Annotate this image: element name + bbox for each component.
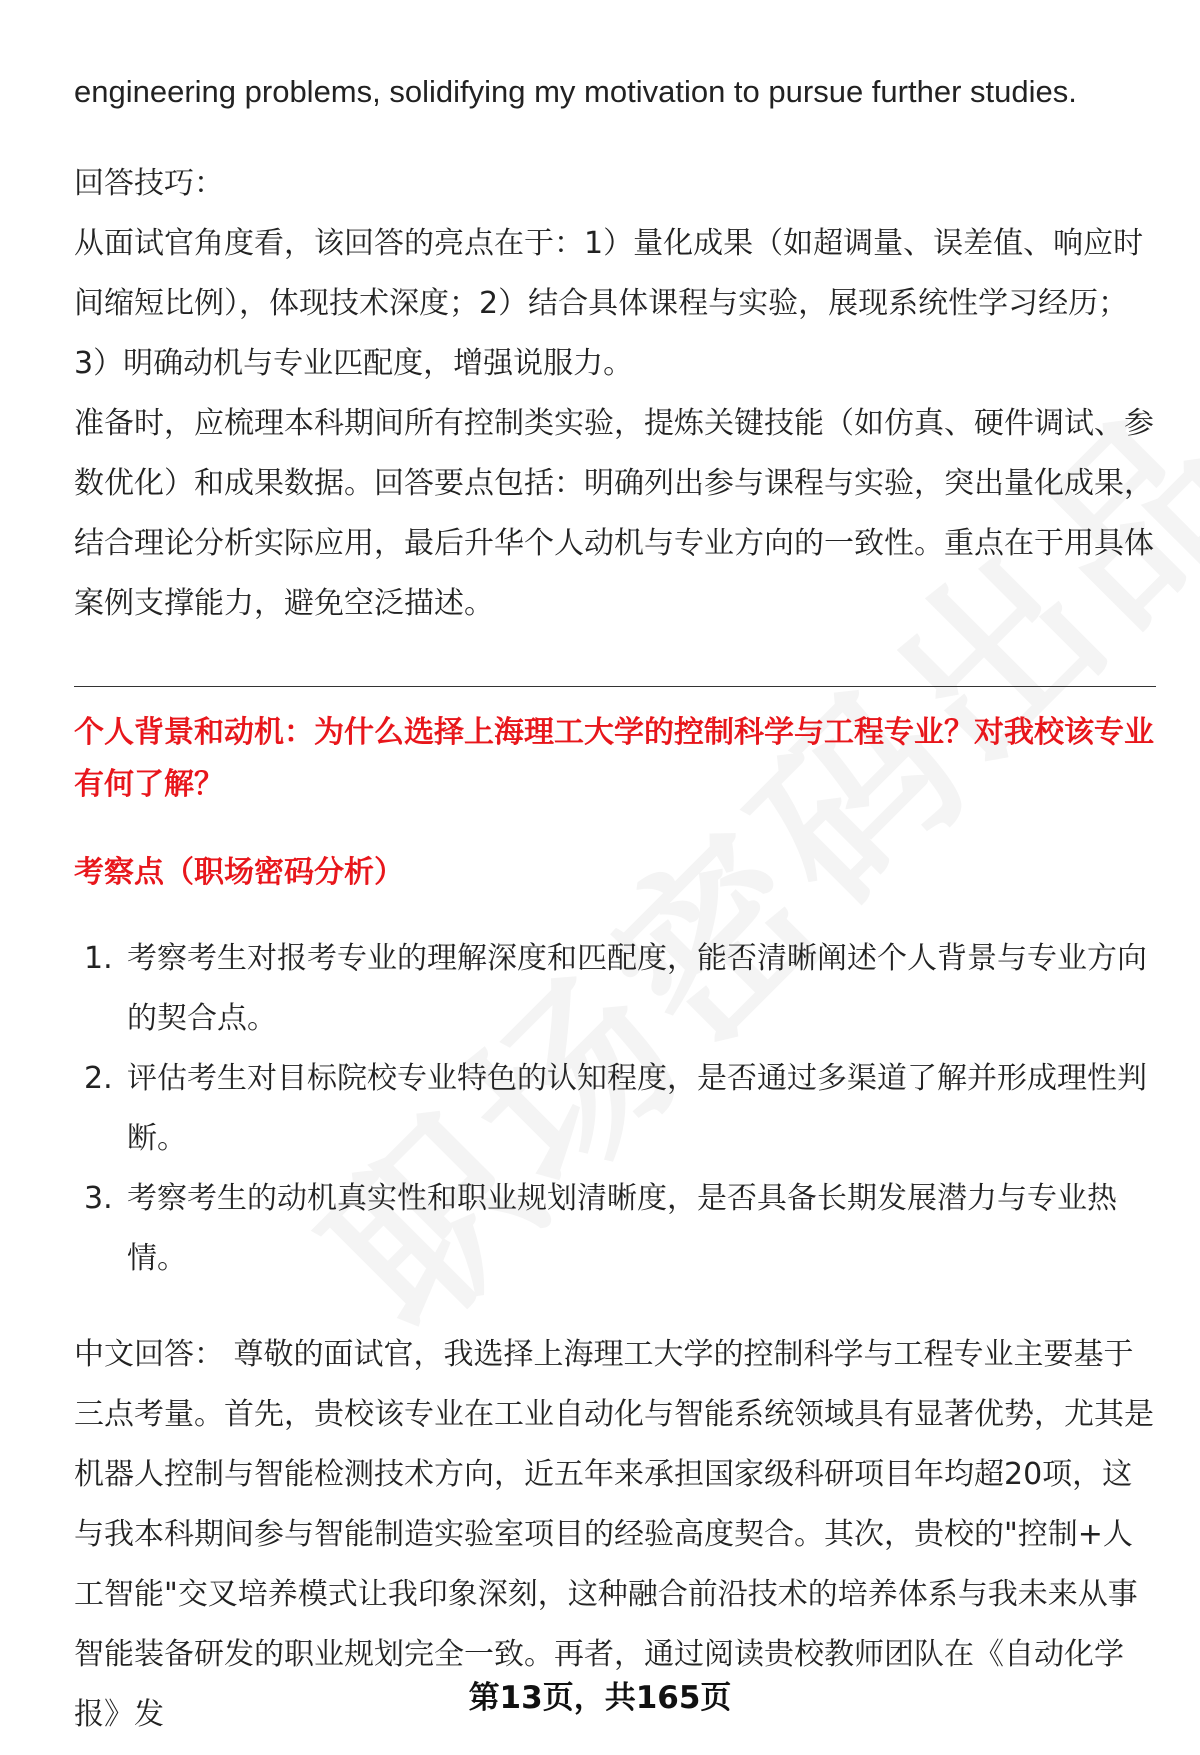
answer-label: 中文回答：	[74, 1337, 224, 1372]
tips-label: 回答技巧：	[74, 166, 224, 201]
list-item-text: 考察考生对报考专业的理解深度和匹配度，能否清晰阐述个人背景与专业方向的契合点。	[127, 941, 1147, 1036]
list-item	[74, 929, 1154, 1049]
list-item-number: 3.	[84, 1181, 113, 1216]
list-item	[74, 1169, 1154, 1289]
list-item-number: 1.	[84, 941, 113, 976]
assessment-points-list	[74, 929, 1154, 1289]
answer-text: 尊敬的面试官，我选择上海理工大学的控制科学与工程专业主要基于三点考量。首先，贵校该专业在工业自动化与智能系统领域具有显著优势，尤其是机器人控制与智能检测技术方向，近五年来承担国家级科研项目年均超20项，这与我本科期间参与智能制造实验室项目的经验高度契合。其次，贵校的"控制+人工智能"交叉培养模式让我印象深刻，这种融合前沿技术的培养体系与我未来从事智能装备研发的职业规划完全一致。再者，通过阅读贵校教师团队在《自动化学报》发	[74, 1337, 1154, 1732]
question-title: 个人背景和动机：为什么选择上海理工大学的控制科学与工程专业？对我校该专业有何了解？	[74, 715, 1154, 802]
list-item-text: 评估考生对目标院校专业特色的认知程度，是否通过多渠道了解并形成理性判断。	[127, 1061, 1147, 1156]
tips-paragraph-2: 准备时，应梳理本科期间所有控制类实验，提炼关键技能（如仿真、硬件调试、参数优化）和成果数据。回答要点包括：明确列出参与课程与实验，突出量化成果，结合理论分析实际应用，最后升华个人动机与专业方向的一致性。重点在于用具体案例支撑能力，避免空泛描述。	[74, 406, 1154, 621]
section-divider	[74, 686, 1156, 687]
question-subheading: 考察点（职场密码分析）	[74, 855, 404, 890]
list-item	[74, 1049, 1154, 1169]
tips-paragraph-1: 从面试官角度看，该回答的亮点在于：1）量化成果（如超调量、误差值、响应时间缩短比例），体现技术深度；2）结合具体课程与实验，展现系统性学习经历；3）明确动机与专业匹配度，增强说服力。	[74, 226, 1144, 381]
page-number-footer: 第13页，共165页	[468, 1680, 732, 1716]
page-content	[74, 62, 1154, 1745]
intro-line: engineering problems, solidifying my motivation to pursue further studies.	[74, 74, 1077, 109]
list-item-number: 2.	[84, 1061, 113, 1096]
list-item-text: 考察考生的动机真实性和职业规划清晰度，是否具备长期发展潜力与专业热情。	[127, 1181, 1117, 1276]
